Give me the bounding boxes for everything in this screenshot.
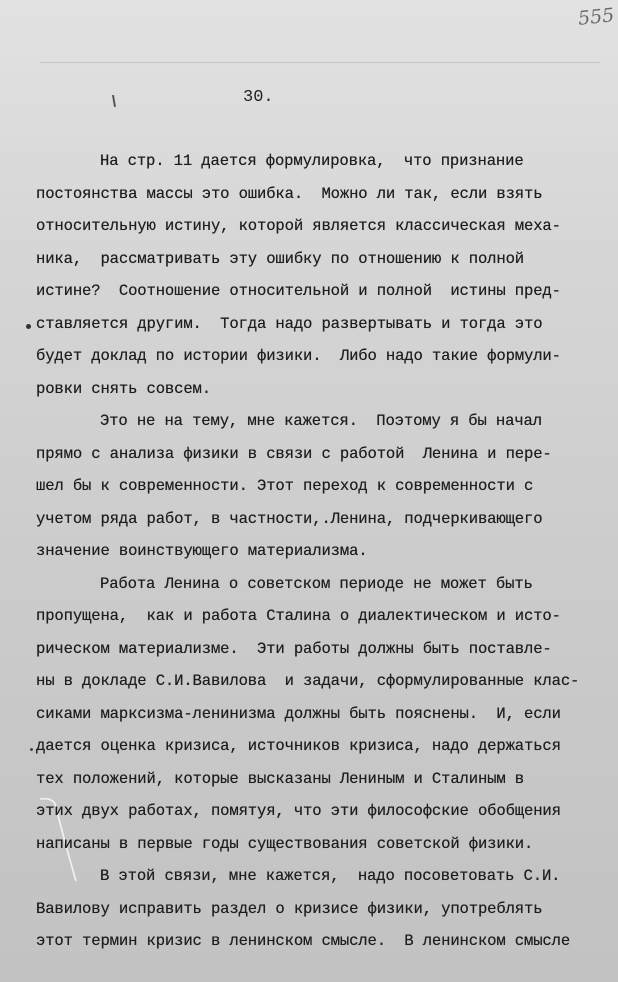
text-line: ровки снять совсем. xyxy=(36,379,211,398)
text-line: этих двух работах, помятуя, что эти философские обобщения xyxy=(36,802,561,820)
margin-dot-mark xyxy=(26,324,31,329)
text-line: В этой связи, мне кажется, надо посоветовать С.И. xyxy=(100,867,561,885)
text-line: истине? Соотношение относительной и полной истины пред- xyxy=(36,282,561,300)
text-line: На стр. 11 дается формулировка, что признание xyxy=(100,152,524,170)
text-line: постоянства массы это ошибка. Можно ли так, если взять xyxy=(36,184,543,203)
text-line: ставляется другим. Тогда надо развертывать и тогда это xyxy=(36,314,543,333)
text-line: учетом ряда работ, в частности,.Ленина, подчеркивающего xyxy=(36,509,543,528)
text-line: сиками марксизма-ленинизма должны быть пояснены. И, если xyxy=(36,704,561,723)
pen-mark xyxy=(112,95,116,107)
text-line: пропущена, как и работа Сталина о диалектическом и исто- xyxy=(36,607,561,625)
text-line: Работа Ленина о советском периоде не может быть xyxy=(100,574,533,593)
text-line: написаны в первые годы существования советской физики. xyxy=(36,834,534,853)
text-line: относительную истину, которой является классическая меха- xyxy=(36,217,561,235)
text-line: Вавилову исправить раздел о кризисе физики, употреблять xyxy=(36,899,543,918)
margin-dot-mark-small xyxy=(30,748,33,751)
paper-fold-line xyxy=(40,62,600,63)
text-line: дается оценка кризиса, источников кризиса, надо держаться xyxy=(36,737,561,755)
text-line: прямо с анализа физики в связи с работой Ленина и пере- xyxy=(36,444,552,463)
text-line: тех положений, которые высказаны Лениным и Сталиным в xyxy=(36,769,525,788)
text-line: этот термин кризис в ленинском смысле. В ленинском смысле xyxy=(36,932,571,950)
text-line: будет доклад по истории физики. Либо надо такие формули- xyxy=(36,347,561,365)
text-line: ны в докладе С.И.Вавилова и задачи, сформулированные клас- xyxy=(36,672,580,690)
text-line: ника, рассматривать эту ошибку по отношению к полной xyxy=(36,249,525,268)
text-line: рическом материализме. Эти работы должны быть поставле- xyxy=(36,639,552,658)
text-line: шел бы к современности. Этот переход к современности с xyxy=(36,477,534,495)
page-number: 30. xyxy=(243,88,274,107)
archive-page-number: 555 xyxy=(576,4,616,30)
text-line: значение воинствующего материализма. xyxy=(36,542,368,560)
text-line: Это не на тему, мне кажется. Поэтому я бы начал xyxy=(100,412,542,430)
